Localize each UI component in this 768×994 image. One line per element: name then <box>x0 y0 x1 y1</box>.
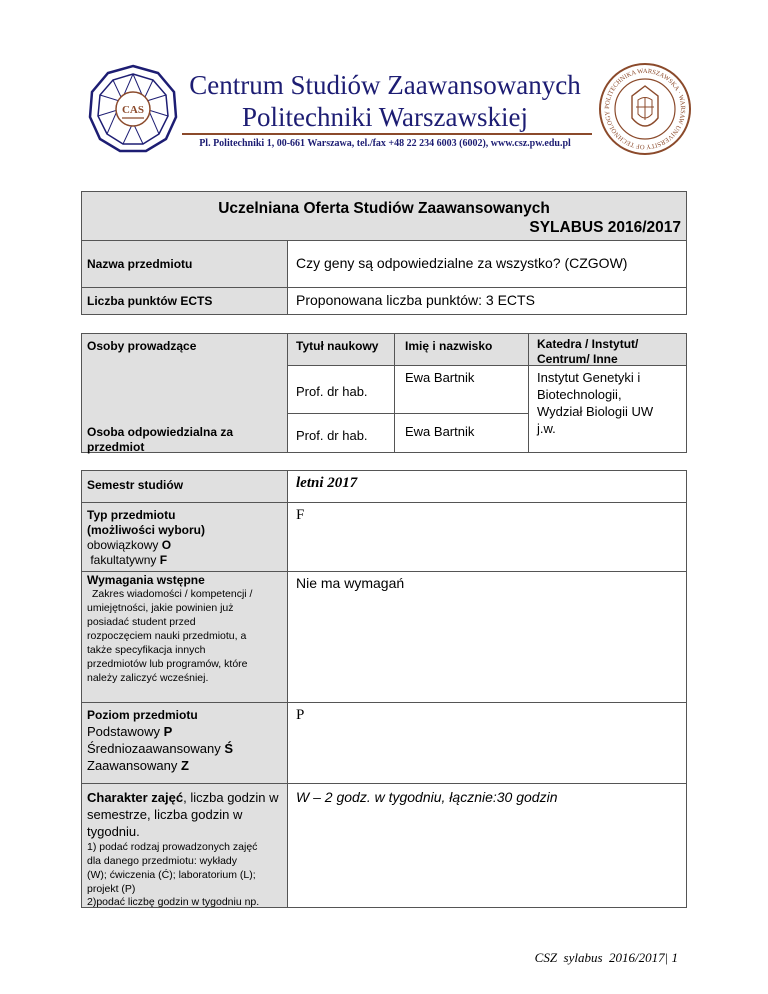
course-name-label: Nazwa przedmiotu <box>87 257 193 271</box>
classes-desc-3: (W); ćwiczenia (Ć); laboratorium (L); <box>87 869 256 881</box>
level-value: P <box>296 707 305 723</box>
semester-value: letni 2017 <box>296 475 358 491</box>
classes-desc-5: 2)podać liczbę godzin w tygodniu np. <box>87 896 260 908</box>
type-label-1: Typ przedmiotu <box>87 508 176 522</box>
classes-desc-1: 1) podać rodzaj prowadzonych zajęć <box>87 841 258 853</box>
university-seal-icon <box>598 62 692 156</box>
requirements-desc-7: należy zaliczyć wcześniej. <box>87 672 209 684</box>
classes-desc-2: dla danego przedmiotu: wykłady <box>87 855 238 867</box>
requirements-desc-4: rozpoczęciem nauki przedmiotu, a <box>87 630 247 642</box>
classes-desc-4: projekt (P) <box>87 883 136 895</box>
requirements-desc-2: umiejętności, jakie powinien już <box>87 602 234 614</box>
staff-col-dept-1: Katedra / Instytut/ <box>537 337 639 351</box>
staff-lead-label: Osoby prowadzące <box>87 339 197 353</box>
classes-value: W – 2 godz. w tygodniu, łącznie:30 godzin <box>296 789 558 805</box>
staff-col-dept-2: Centrum/ Inne <box>537 352 618 366</box>
university-seal-text: POLITECHNIKA WARSZAWSKA · WARSAW UNIVERSITY OF TECHNOLOGY <box>603 67 687 151</box>
requirements-desc-1: Zakres wiadomości / kompetencji / <box>92 588 253 600</box>
requirements-value: Nie ma wymagań <box>296 575 405 591</box>
type-option-mandatory: obowiązkowy O <box>87 538 172 552</box>
level-option-basic: Podstawowy P <box>87 724 173 739</box>
staff-dept-1: Instytut Genetyki i <box>537 370 641 385</box>
staff-resp-label-1: Osoba odpowiedzialna za <box>87 425 234 439</box>
staff-row1-title: Prof. dr hab. <box>296 384 368 399</box>
semester-label: Semestr studiów <box>87 478 184 492</box>
csz-logo-text: CAS <box>121 104 145 116</box>
row-divider-type <box>81 571 687 572</box>
level-label: Poziom przedmiotu <box>87 708 198 722</box>
type-label-2: (możliwości wyboru) <box>87 523 206 537</box>
staff-col-title: Tytuł naukowy <box>296 339 379 353</box>
level-option-intermediate: Średniozaawansowany Ś <box>87 741 233 756</box>
staff-row1-name: Ewa Bartnik <box>405 370 475 385</box>
header-address: Pl. Politechniki 1, 00-661 Warszawa, tel./fax +48 22 234 6003 (6002), www.csz.pw.edu.pl <box>199 138 571 149</box>
type-value: F <box>296 507 305 523</box>
syllabus-title-line2: SYLABUS 2016/2017 <box>529 219 681 236</box>
level-option-advanced: Zaawansowany Z <box>87 758 189 773</box>
page-footer: CSZ sylabus 2016/2017| 1 <box>534 950 678 965</box>
course-name-value: Czy geny są odpowiedzialne za wszystko? (CZGOW) <box>296 255 628 271</box>
classes-label-2: semestrze, liczba godzin w <box>87 807 243 822</box>
ects-label: Liczba punktów ECTS <box>87 294 213 308</box>
staff-dept-3: Wydział Biologii UW <box>537 404 654 419</box>
staff-col-name: Imię i nazwisko <box>405 339 493 353</box>
ects-value: Proponowana liczba punktów: 3 ECTS <box>296 292 535 308</box>
main-values-column <box>287 502 687 908</box>
type-option-optional: fakultatywny F <box>87 553 168 567</box>
header-rule <box>182 133 592 135</box>
requirements-desc-3: posiadać student przed <box>87 616 196 628</box>
staff-row2-title: Prof. dr hab. <box>296 428 368 443</box>
syllabus-title-line1: Uczelniana Oferta Studiów Zaawansowanych <box>218 200 550 217</box>
row-divider-level <box>81 783 687 784</box>
staff-dept-4: j.w. <box>537 421 556 436</box>
staff-dept-2: Biotechnologii, <box>537 387 622 402</box>
requirements-desc-6: przedmiotów lub programów, które <box>87 658 248 670</box>
header-title-line2: Politechniki Warszawskiej <box>241 102 529 132</box>
staff-resp-label-2: przedmiot <box>87 440 145 454</box>
staff-row-divider <box>287 413 529 414</box>
row-divider-requirements <box>81 702 687 703</box>
requirements-label: Wymagania wstępne <box>87 573 205 587</box>
classes-label-3: tygodniu. <box>87 824 140 839</box>
header-title-line1: Centrum Studiów Zaawansowanych <box>189 70 581 100</box>
requirements-desc-5: także specyfikacja innych <box>87 644 206 656</box>
classes-label-1: Charakter zajęć, liczba godzin w <box>87 790 279 805</box>
university-seal <box>598 62 692 156</box>
staff-row2-name: Ewa Bartnik <box>405 424 475 439</box>
